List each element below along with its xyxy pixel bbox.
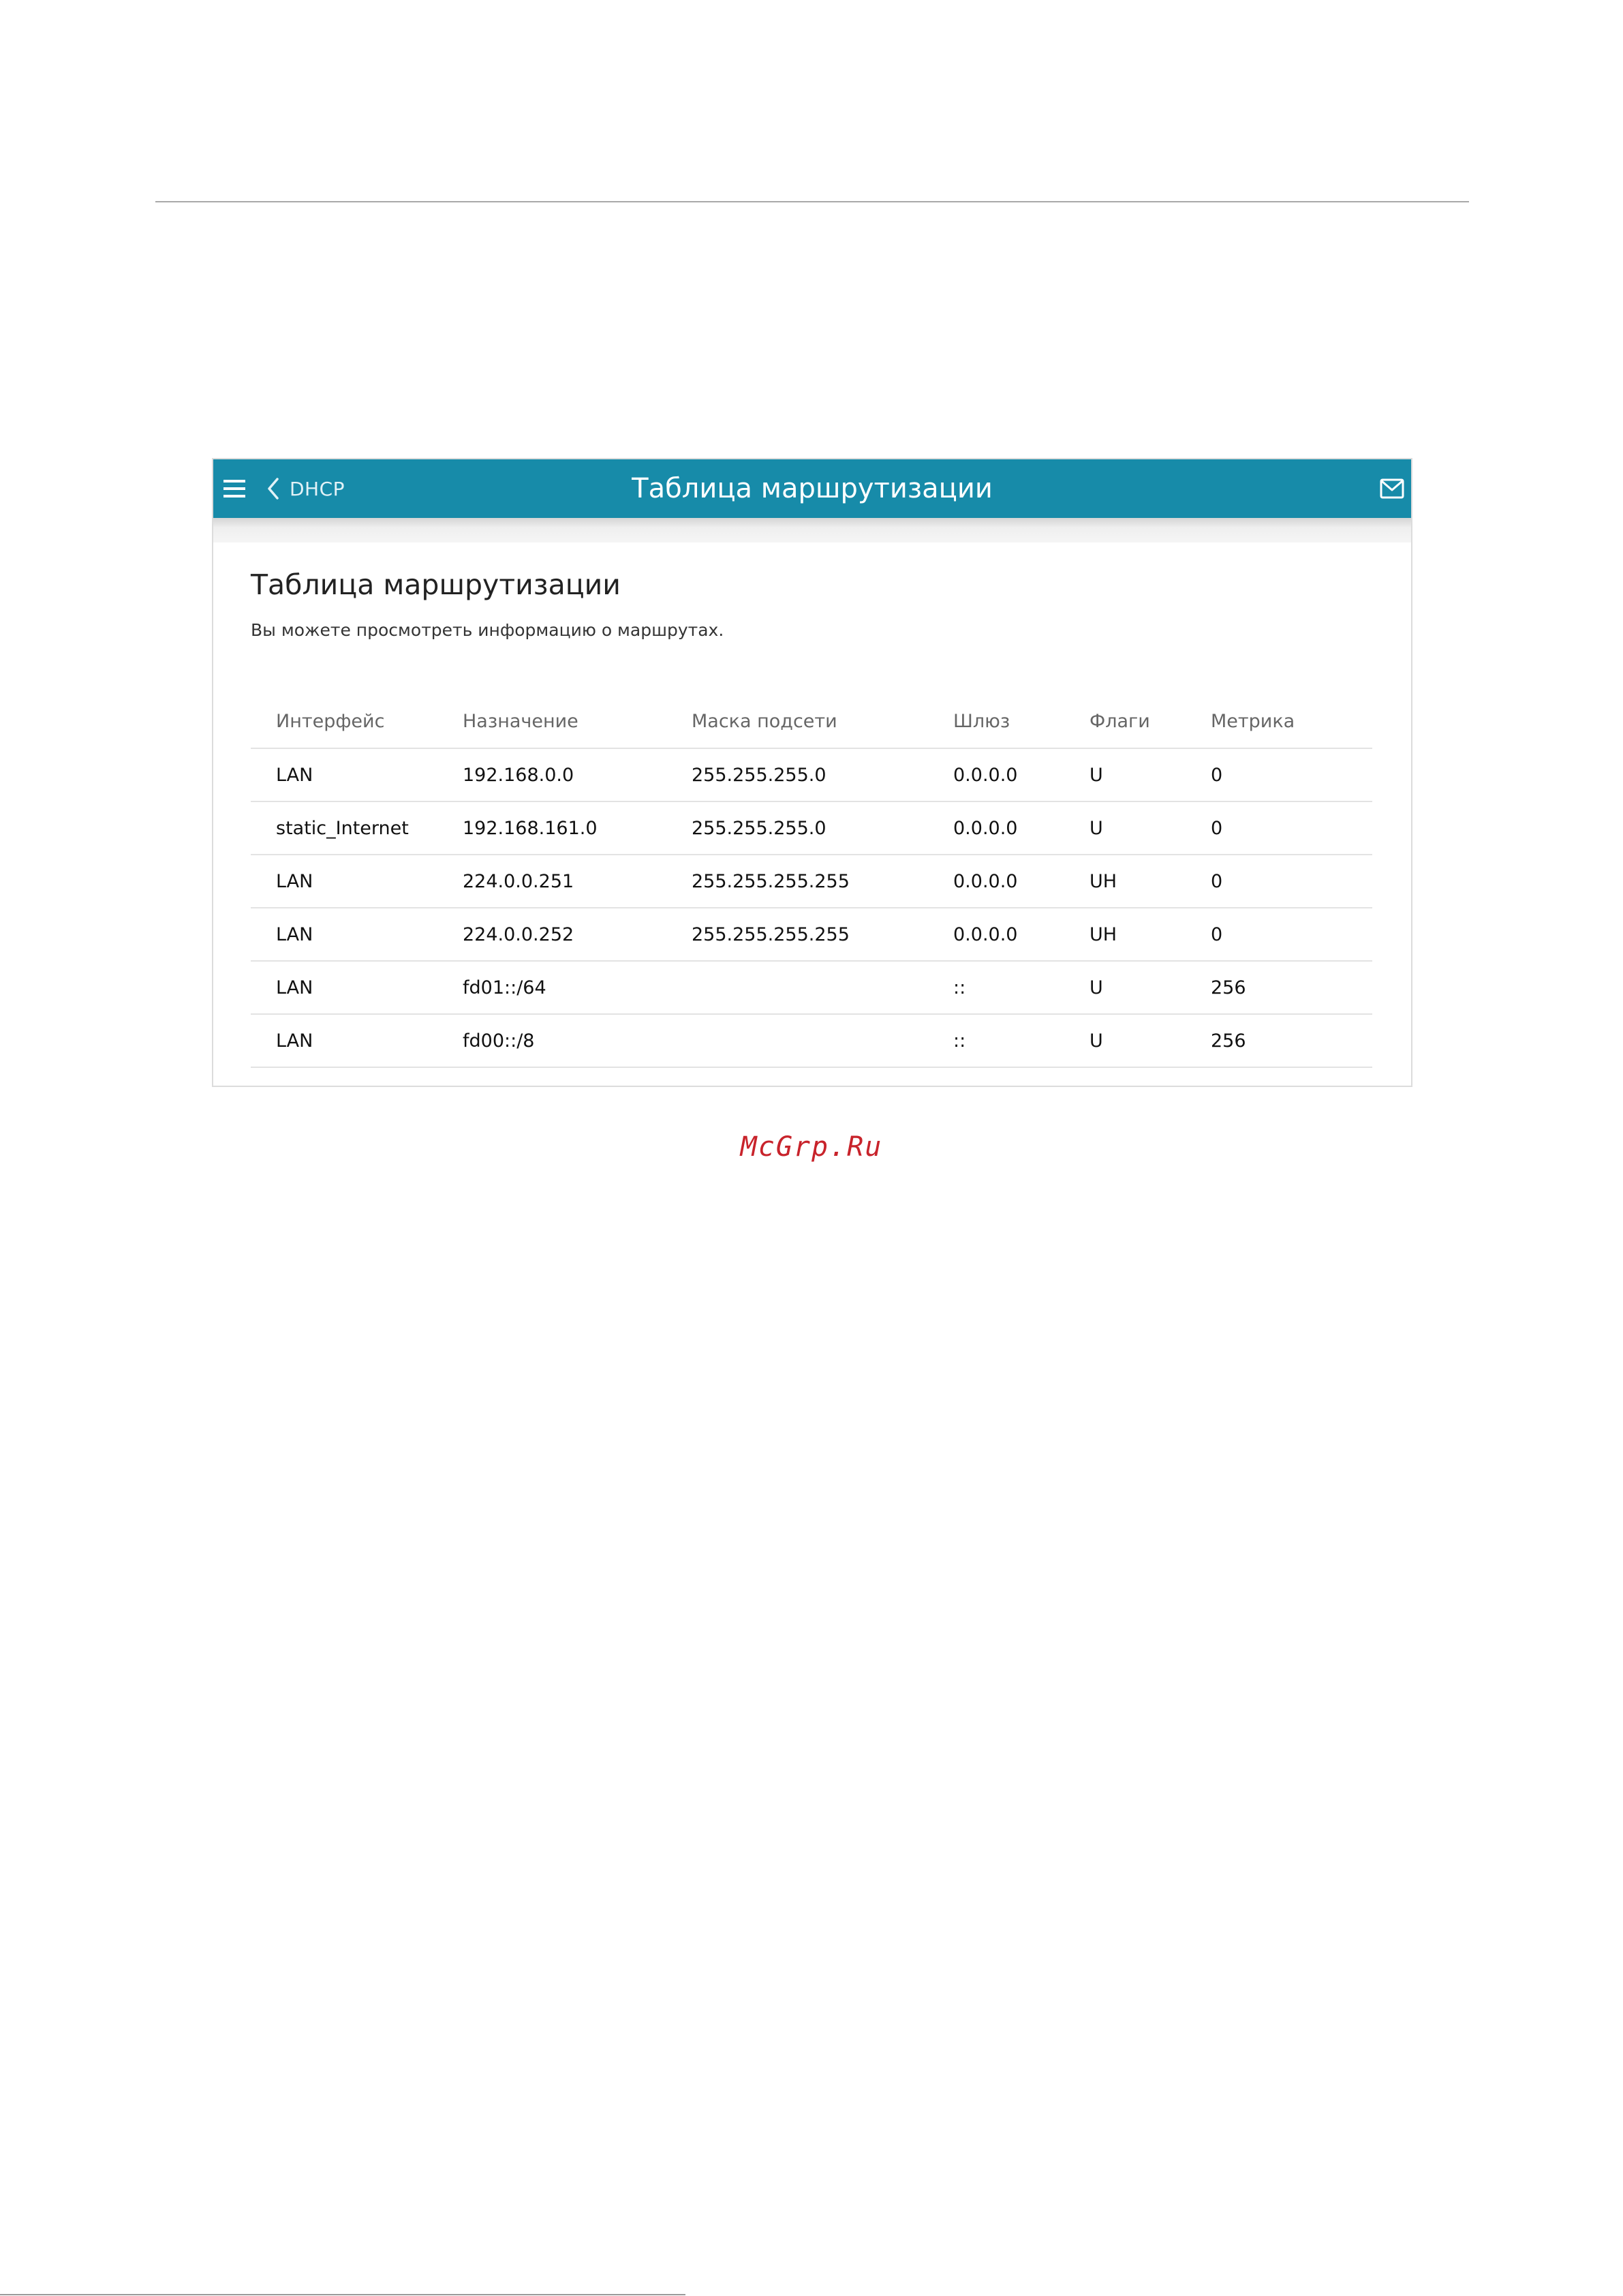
mail-icon[interactable] xyxy=(1378,476,1406,502)
table-row[interactable] xyxy=(251,855,1372,908)
column-header-gateway: Шлюз xyxy=(953,694,1089,748)
column-header-interface: Интерфейс xyxy=(251,694,463,748)
cell-flags: UH xyxy=(1089,908,1211,961)
header-title: Таблица маршрутизации xyxy=(632,473,993,504)
table-row[interactable] xyxy=(251,748,1372,801)
page-bottom-rule xyxy=(0,2294,685,2295)
cell-metric: 0 xyxy=(1211,855,1372,908)
content-title: Таблица маршрутизации xyxy=(251,568,621,601)
cell-netmask: 255.255.255.255 xyxy=(692,908,953,961)
cell-interface: static_Internet xyxy=(251,801,463,855)
cell-destination: 192.168.0.0 xyxy=(463,748,692,801)
back-link[interactable] xyxy=(266,472,345,506)
cell-destination: 192.168.161.0 xyxy=(463,801,692,855)
column-header-destination: Назначение xyxy=(463,694,692,748)
cell-gateway: 0.0.0.0 xyxy=(953,855,1089,908)
cell-destination: fd00::/8 xyxy=(463,1014,692,1067)
cell-gateway: 0.0.0.0 xyxy=(953,908,1089,961)
column-header-netmask: Маска подсети xyxy=(692,694,953,748)
hamburger-menu-icon[interactable] xyxy=(221,476,247,502)
cell-gateway: :: xyxy=(953,1014,1089,1067)
cell-flags: U xyxy=(1089,748,1211,801)
cell-interface: LAN xyxy=(251,908,463,961)
cell-metric: 256 xyxy=(1211,1014,1372,1067)
cell-gateway: 0.0.0.0 xyxy=(953,748,1089,801)
cell-interface: LAN xyxy=(251,855,463,908)
header-shadow-strip xyxy=(213,518,1411,542)
cell-interface: LAN xyxy=(251,1014,463,1067)
table-row[interactable] xyxy=(251,961,1372,1014)
cell-metric: 0 xyxy=(1211,748,1372,801)
cell-destination: 224.0.0.252 xyxy=(463,908,692,961)
column-header-flags: Флаги xyxy=(1089,694,1211,748)
table-row[interactable] xyxy=(251,1014,1372,1067)
table-row[interactable] xyxy=(251,801,1372,855)
cell-gateway: 0.0.0.0 xyxy=(953,801,1089,855)
cell-metric: 0 xyxy=(1211,801,1372,855)
cell-flags: U xyxy=(1089,961,1211,1014)
cell-metric: 0 xyxy=(1211,908,1372,961)
routing-table xyxy=(251,694,1372,1068)
cell-flags: U xyxy=(1089,801,1211,855)
table-header-row xyxy=(251,694,1372,748)
router-web-ui xyxy=(212,458,1412,1087)
cell-netmask xyxy=(692,961,953,1014)
cell-flags: UH xyxy=(1089,855,1211,908)
column-header-metric: Метрика xyxy=(1211,694,1372,748)
cell-destination: 224.0.0.251 xyxy=(463,855,692,908)
table-row[interactable] xyxy=(251,908,1372,961)
cell-flags: U xyxy=(1089,1014,1211,1067)
chevron-left-icon xyxy=(266,476,280,501)
cell-netmask: 255.255.255.0 xyxy=(692,748,953,801)
back-link-label: DHCP xyxy=(290,477,345,500)
app-header xyxy=(213,459,1411,518)
cell-metric: 256 xyxy=(1211,961,1372,1014)
watermark-text: McGrp.Ru xyxy=(740,1131,883,1163)
cell-netmask xyxy=(692,1014,953,1067)
content-description: Вы можете просмотреть информацию о маршрутах. xyxy=(251,620,724,640)
cell-gateway: :: xyxy=(953,961,1089,1014)
cell-interface: LAN xyxy=(251,748,463,801)
cell-interface: LAN xyxy=(251,961,463,1014)
cell-netmask: 255.255.255.0 xyxy=(692,801,953,855)
page-top-rule xyxy=(155,201,1469,202)
cell-destination: fd01::/64 xyxy=(463,961,692,1014)
cell-netmask: 255.255.255.255 xyxy=(692,855,953,908)
